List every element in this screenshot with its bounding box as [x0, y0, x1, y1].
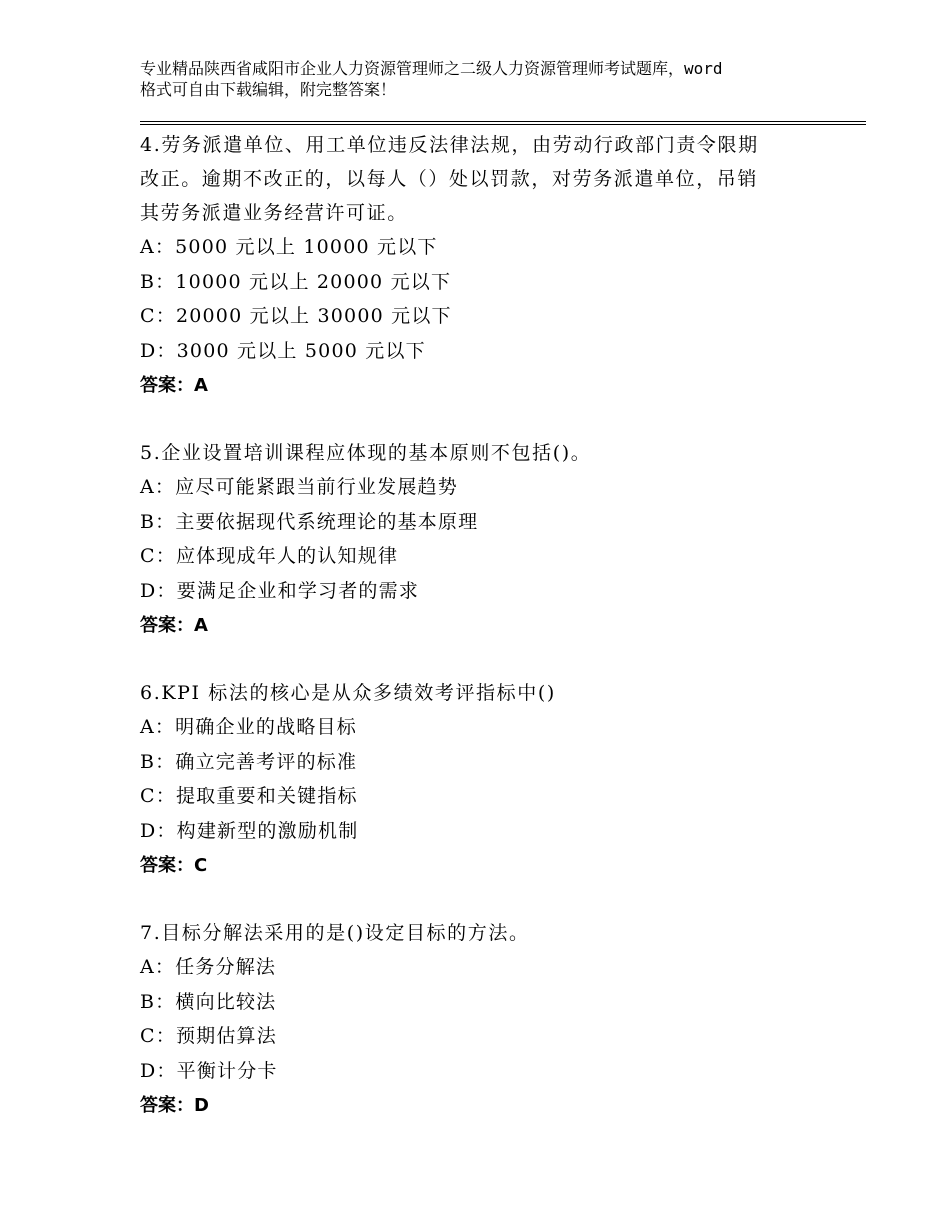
option-c: C：应体现成年人的认知规律 [140, 545, 399, 567]
question-list [140, 128, 820, 1156]
stem-line: 4.劳务派遣单位、用工单位违反法律法规，由劳动行政部门责令限期 [140, 134, 759, 156]
option-c: C：预期估算法 [140, 1025, 277, 1047]
header-line-2: 格式可自由下载编辑，附完整答案！ [140, 80, 397, 99]
stem-line: 其劳务派遣业务经营许可证。 [140, 202, 408, 224]
option-a: A：明确企业的战略目标 [140, 716, 357, 738]
option-d: D：构建新型的激励机制 [140, 819, 359, 842]
question-stem [140, 676, 820, 710]
question-5 [140, 436, 820, 644]
option-c: C：提取重要和关键指标 [140, 785, 358, 807]
header-divider [140, 121, 866, 125]
answer-label: 答案：A [140, 615, 208, 636]
option-c: C：20000 元以上 30000 元以下 [140, 305, 452, 327]
question-4 [140, 128, 820, 404]
header-line-1: 专业精品陕西省咸阳市企业人力资源管理师之二级人力资源管理师考试题库，word [140, 59, 723, 78]
option-b: B：10000 元以上 20000 元以下 [140, 270, 452, 293]
option-a: A：任务分解法 [140, 956, 277, 978]
option-b: B：横向比较法 [140, 990, 277, 1013]
option-b: B：主要依据现代系统理论的基本原理 [140, 510, 479, 533]
stem-line: 6.KPI 标法的核心是从众多绩效考评指标中() [140, 682, 556, 704]
stem-line: 改正。逾期不改正的，以每人（）处以罚款，对劳务派遣单位，吊销 [140, 168, 759, 190]
answer-label: 答案：A [140, 375, 208, 396]
question-7 [140, 916, 820, 1124]
stem-line: 5.企业设置培训课程应体现的基本原则不包括()。 [140, 442, 592, 464]
option-d: D：平衡计分卡 [140, 1059, 278, 1082]
answer-label: 答案：C [140, 855, 208, 876]
option-d: D：3000 元以上 5000 元以下 [140, 339, 426, 362]
option-a: A：5000 元以上 10000 元以下 [140, 236, 438, 258]
question-stem [140, 128, 820, 230]
question-stem [140, 436, 820, 470]
document-header [140, 58, 860, 100]
question-stem [140, 916, 820, 950]
option-b: B：确立完善考评的标准 [140, 750, 358, 773]
answer-label: 答案：D [140, 1095, 209, 1116]
option-d: D：要满足企业和学习者的需求 [140, 579, 420, 602]
option-a: A：应尽可能紧跟当前行业发展趋势 [140, 476, 458, 498]
stem-line: 7.目标分解法采用的是()设定目标的方法。 [140, 922, 530, 944]
question-6 [140, 676, 820, 884]
